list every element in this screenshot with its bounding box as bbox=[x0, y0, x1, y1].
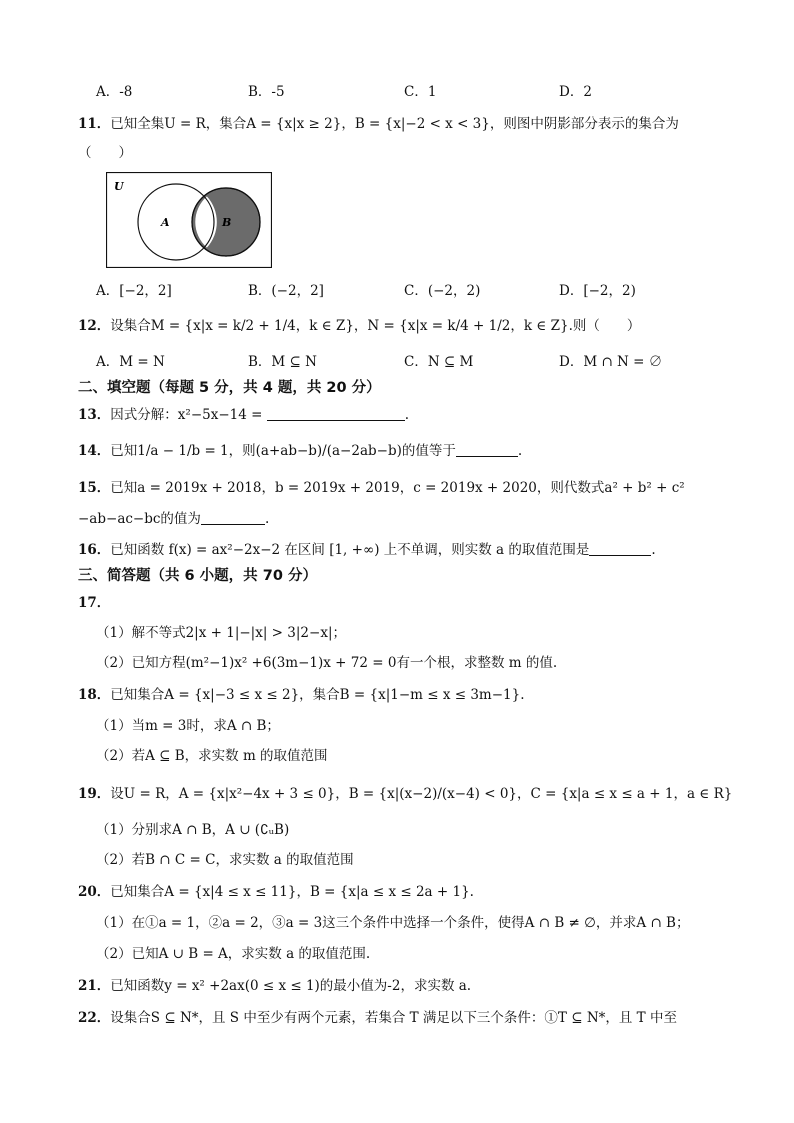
q15-tail: . bbox=[264, 511, 270, 527]
venn-label-u: U bbox=[114, 180, 124, 193]
venn-label-a: A bbox=[161, 216, 170, 229]
q13-number: 13． bbox=[78, 407, 111, 423]
q19-part2: （2）若B ∩ C = C，求实数 a 的取值范围 bbox=[96, 852, 354, 868]
q21-number: 21． bbox=[78, 978, 111, 994]
q11-number: 11． bbox=[78, 116, 111, 132]
q18-number: 18． bbox=[78, 687, 111, 703]
q22 bbox=[78, 1008, 677, 1028]
q14-answer-blank[interactable] bbox=[456, 442, 518, 457]
q20-number: 20． bbox=[78, 884, 111, 900]
q21-text: 已知函数y = x² +2ax(0 ≤ x ≤ 1)的最小值为-2，求实数 a. bbox=[110, 978, 472, 994]
q11-options bbox=[96, 281, 716, 301]
q10-options bbox=[96, 82, 716, 102]
q17-number: 17． bbox=[78, 595, 111, 611]
q15-line1 bbox=[78, 478, 685, 498]
q15-number: 15． bbox=[78, 480, 111, 496]
q21 bbox=[78, 976, 471, 996]
q11-option-d: D．[−2，2) bbox=[559, 283, 636, 299]
q13-answer-blank[interactable] bbox=[267, 406, 405, 421]
venn-diagram bbox=[106, 172, 272, 268]
q12-option-a: A．M = N bbox=[96, 354, 165, 370]
q12-option-d: D．M ∩ N = ∅ bbox=[559, 354, 663, 370]
q11-option-c: C．(−2，2) bbox=[404, 283, 481, 299]
q19-number: 19． bbox=[78, 786, 111, 802]
q11-paren: （ ） bbox=[78, 145, 132, 161]
q15-answer-blank[interactable] bbox=[201, 510, 265, 525]
q18-part1: （1）当m = 3时，求A ∩ B； bbox=[96, 718, 280, 734]
q16-number: 16． bbox=[78, 542, 111, 558]
q12-options bbox=[96, 352, 716, 372]
q15-text-1: 已知a = 2019x + 2018，b = 2019x + 2019，c = 2019x + 2020，则代数式a² + b² + c² bbox=[110, 480, 685, 496]
q17-part2: （2）已知方程(m²−1)x² +6(3m−1)x + 72 = 0有一个根，求整数 m 的值. bbox=[96, 655, 558, 671]
q22-text: 设集合S ⊆ N*，且 S 中至少有两个元素，若集合 T 满足以下三个条件：①T ⊆ N*，且 T 中至 bbox=[110, 1010, 677, 1026]
q10-option-b: B．-5 bbox=[248, 84, 285, 100]
q15-text-2: −ab−ac−bc的值为 bbox=[78, 511, 201, 527]
q11-text: 已知全集U = R，集合A = {x|x ≥ 2}，B = {x|−2 < x < 3}，则图中阴影部分表示的集合为 bbox=[110, 116, 679, 132]
q10-option-c: C．1 bbox=[404, 84, 437, 100]
q16 bbox=[78, 540, 656, 560]
q20-stem bbox=[78, 882, 474, 902]
q11-option-b: B．(−2，2] bbox=[248, 283, 324, 299]
q18-text: 已知集合A = {x|−3 ≤ x ≤ 2}，集合B = {x|1−m ≤ x ≤ 3m−1}. bbox=[110, 687, 525, 703]
q20-part1: （1）在①a = 1，②a = 2，③a = 3这三个条件中选择一个条件，使得A ∩ B ≠ ∅，并求A ∩ B； bbox=[96, 915, 690, 931]
q14 bbox=[78, 441, 522, 461]
q11-option-a: A．[−2，2] bbox=[96, 283, 172, 299]
q13 bbox=[78, 405, 409, 425]
q19-text: 设U = R，A = {x|x²−4x + 3 ≤ 0}，B = {x|(x−2)/(x−4) < 0}，C = {x|a ≤ x ≤ a + 1，a ∈ R} bbox=[110, 786, 733, 802]
q17-part1: （1）解不等式2|x + 1|−|x| > 3|2−x|； bbox=[96, 625, 346, 641]
q12-option-c: C．N ⊆ M bbox=[404, 354, 474, 370]
section-short-answer-title: 三、简答题（共 6 小题，共 70 分） bbox=[78, 568, 317, 584]
q22-number: 22． bbox=[78, 1010, 111, 1026]
q18-stem bbox=[78, 685, 525, 705]
q14-tail: . bbox=[517, 443, 523, 459]
q20-part2: （2）已知A ∪ B = A，求实数 a 的取值范围. bbox=[96, 946, 371, 962]
q14-number: 14． bbox=[78, 443, 111, 459]
q13-text: 因式分解：x²−5x−14 = bbox=[110, 407, 267, 423]
q12-number: 12． bbox=[78, 318, 111, 334]
q19-part1: （1）分别求A ∩ B，A ∪ (∁ᵤB) bbox=[96, 822, 290, 838]
q12-option-b: B．M ⊆ N bbox=[248, 354, 317, 370]
q13-tail: . bbox=[404, 407, 410, 423]
q19-stem bbox=[78, 784, 732, 804]
q10-option-a: A．-8 bbox=[96, 84, 133, 100]
q16-answer-blank[interactable] bbox=[589, 541, 651, 556]
q10-option-d: D．2 bbox=[559, 84, 592, 100]
q14-text: 已知1/a − 1/b = 1，则(a+ab−b)/(a−2ab−b)的值等于 bbox=[110, 443, 456, 459]
section-fill-in-title: 二、填空题（每题 5 分，共 4 题，共 20 分） bbox=[78, 380, 381, 396]
venn-label-b: B bbox=[222, 216, 232, 229]
q18-part2: （2）若A ⊆ B，求实数 m 的取值范围 bbox=[96, 748, 328, 764]
q12-stem bbox=[78, 316, 640, 336]
q20-text: 已知集合A = {x|4 ≤ x ≤ 11}，B = {x|a ≤ x ≤ 2a + 1}. bbox=[110, 884, 474, 900]
q16-text: 已知函数 f(x) = ax²−2x−2 在区间 [1, +∞) 上不单调，则实数 a 的取值范围是 bbox=[110, 542, 590, 558]
q11-stem bbox=[78, 114, 679, 134]
q16-tail: . bbox=[651, 542, 656, 558]
q12-text: 设集合M = {x|x = k/2 + 1/4，k ∈ Z}，N = {x|x = k/4 + 1/2，k ∈ Z}.则（ ） bbox=[110, 318, 641, 334]
q15-line2 bbox=[78, 509, 269, 529]
